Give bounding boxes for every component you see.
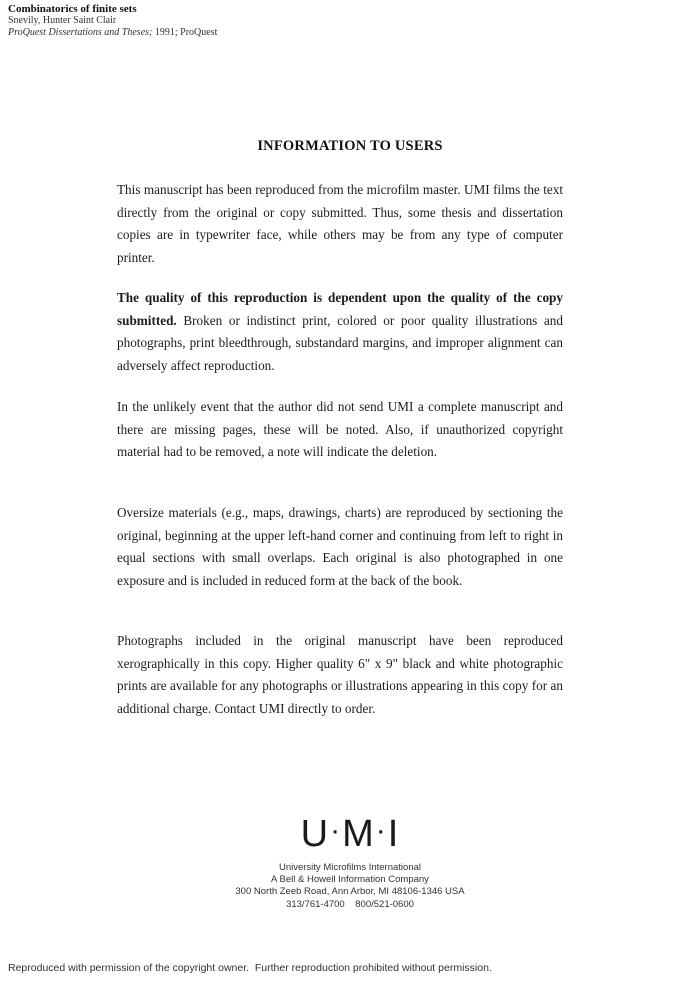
- citation-year-publisher: 1991; ProQuest: [152, 27, 218, 38]
- address-line-1: University Microfilms International: [278, 862, 421, 873]
- paragraph-missing-pages: In the unlikely event that the author did not send UMI a complete manuscript and there are missing pages, these will be noted. Also, if unauthorized copyright material had to be removed, a note will indicate the deletion.: [117, 399, 563, 459]
- address-line-4: 313/761-4700 800/521-0600: [286, 898, 414, 910]
- paragraph-photographs: Photographs included in the original manuscript have been reproduced xerographically in this copy. Higher quality 6" x 9" black and white photographic prints are available for any photographs or illustrations appearing in this copy for an additional charge. Contact UMI directly to order.: [117, 633, 563, 716]
- citation-source-line: [8, 27, 217, 39]
- address-line-3: 300 North Zeeb Road, Ann Arbor, MI 48106-1346 USA: [235, 886, 465, 898]
- page-title: INFORMATION TO USERS: [257, 138, 443, 154]
- logo-dot: ·: [375, 814, 387, 847]
- publisher-address: [0, 862, 700, 911]
- logo-letter-m: M: [342, 813, 375, 855]
- logo-letter-i: I: [387, 813, 400, 855]
- logo-dot: ·: [330, 814, 342, 847]
- paragraph-quality-rest: Broken or indistinct print, colored or poor quality illustrations and photographs, print bleedthrough, substandard margins, and improper alignment can adversely affect reproduction.: [117, 312, 563, 373]
- address-line-2: A Bell & Howell Information Company: [271, 874, 429, 886]
- paragraph-quality: [117, 287, 563, 377]
- citation-title: Combinatorics of finite sets: [8, 3, 137, 15]
- umi-logo: [0, 812, 700, 859]
- paragraph-quality-bold: The quality of this reproduction is dependent upon the quality of the copy submitted.: [117, 290, 563, 328]
- logo-letter-u: U: [300, 813, 330, 855]
- copyright-footer: Reproduced with permission of the copyright owner. Further reproduction prohibited without permission.: [8, 962, 492, 974]
- citation-author: Snevily, Hunter Saint Clair: [8, 15, 117, 26]
- paragraph-microfilm: This manuscript has been reproduced from the microfilm master. UMI films the text directly from the original or copy submitted. Thus, some thesis and dissertation copies are in typewriter face, while others may be from any type of computer printer.: [117, 182, 563, 265]
- paragraph-oversize: Oversize materials (e.g., maps, drawings, charts) are reproduced by sectioning the original, beginning at the upper left-hand corner and continuing from left to right in equal sections with small overlaps. Each original is also photographed in one exposure and is included in reduced form at the back of the book.: [117, 505, 563, 588]
- citation-header: [8, 3, 217, 39]
- citation-source: ProQuest Dissertations and Theses;: [8, 27, 153, 38]
